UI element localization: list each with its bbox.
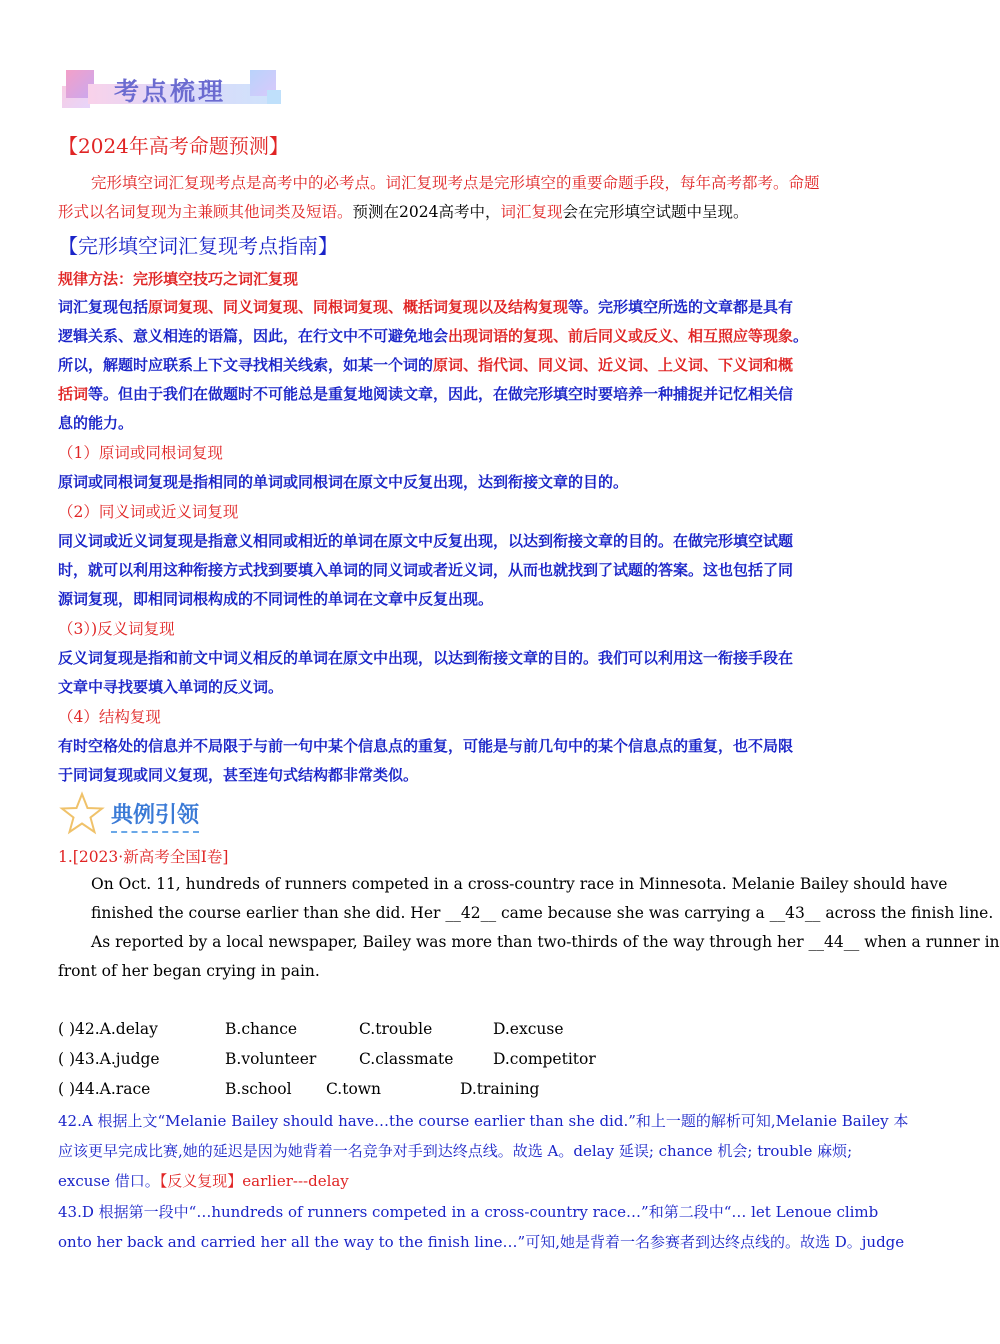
text: 所以，解题时应联系上下文寻找相关线索，如某一个词的 <box>58 356 434 374</box>
banner-title: 考点梳理 <box>114 77 227 106</box>
text: 词汇复现包括 <box>58 298 149 316</box>
method-line-1 <box>58 296 793 317</box>
text: 原词复现、同义词复现、同根词复现、概括词复现以及结构复现 <box>148 298 569 316</box>
blank-43: __43__ <box>769 904 821 922</box>
question-number: ( )44.A.race <box>58 1080 151 1098</box>
option-b: B.school <box>225 1080 292 1098</box>
method-title: 规律方法：完形填空技巧之词汇复现 <box>58 270 299 288</box>
question-number: ( )43.A.judge <box>58 1050 160 1068</box>
option-d: D.training <box>460 1080 540 1098</box>
item-text-3: 文章中寻找要填入单词的反义词。 <box>58 678 284 696</box>
item-text-4: 于同词复现或同义复现，甚至连句式结构都非常类似。 <box>58 766 419 784</box>
prediction-heading: 【2024年高考命题预测】 <box>58 134 289 158</box>
text: when a runner in <box>859 933 1000 951</box>
answer-43-line-1: 43.D 根据第一段中“…hundreds of runners competed in a cross-country race…”和第二段中“… let Lenoue climb <box>58 1203 879 1221</box>
answer-42-line-2: 应该更早完成比赛,她的延迟是因为她背着一名竞争对手到达终点线。故选 A。delay 延误; chance 机会; trouble 麻烦; <box>58 1142 853 1160</box>
prediction-text: 预测在2024高考中， <box>352 203 501 221</box>
text: 【反义复现】earlier---delay <box>159 1172 349 1190</box>
text: 。 <box>793 327 809 345</box>
method-line-4 <box>58 383 793 404</box>
text: As reported by a local newspaper, Bailey was more than two-thirds of the way through her <box>91 933 809 951</box>
prediction-line-1: 完形填空词汇复现考点是高考中的必考点。词汇复现考点是完形填空的重要命题手段，每年高考都考。命题 <box>91 174 820 192</box>
text: came because she was carrying a <box>496 904 770 922</box>
text: 逻辑关系、意义相连的语篇，因此，在行文中不可避免地会 <box>58 327 449 345</box>
text: 原词、指代词、同义词、近义词、上义词、下义词和概 <box>433 356 794 374</box>
blank-44: __44__ <box>808 933 860 951</box>
text: 等。完形填空所选的文章都是具有 <box>568 298 794 316</box>
guide-heading: 【完形填空词汇复现考点指南】 <box>58 234 338 258</box>
item-text-2: 时，就可以利用这种衔接方式找到要填入单词的同义词或者近义词，从而也就找到了试题的答案。这也包括了同 <box>58 561 794 579</box>
prediction-text: 词汇复现 <box>500 203 563 221</box>
text: across the finish line. <box>820 904 994 922</box>
passage-line-1: On Oct. 11, hundreds of runners competed in a cross-country race in Minnesota. Melanie Bailey should have <box>91 875 948 893</box>
method-line-5: 息的能力。 <box>58 414 134 432</box>
option-b: B.volunteer <box>225 1050 317 1068</box>
option-d: D.competitor <box>493 1050 596 1068</box>
prediction-line-2 <box>58 200 749 222</box>
passage-line-3 <box>91 933 1000 951</box>
option-b: B.chance <box>225 1020 298 1038</box>
text: 括词 <box>58 385 89 403</box>
option-c: C.trouble <box>359 1020 433 1038</box>
text: 等。但由于我们在做题时不可能总是重复地阅读文章，因此，在做完形填空时要培养一种捕捉并记忆相关信 <box>88 385 794 403</box>
text: finished the course earlier than she did. Her <box>91 904 446 922</box>
example-source: 1.[2023·新高考全国Ⅰ卷] <box>58 848 229 866</box>
star-icon <box>60 792 104 836</box>
blank-42: __42__ <box>445 904 497 922</box>
item-text-2: 同义词或近义词复现是指意义相同或相近的单词在原文中反复出现，以达到衔接文章的目的。在做完形填空试题 <box>58 532 794 550</box>
text: excuse 借口。 <box>58 1172 160 1190</box>
option-d: D.excuse <box>493 1020 564 1038</box>
examples-title: 典例引领 <box>111 798 199 833</box>
item-text-4: 有时空格处的信息并不局限于与前一句中某个信息点的重复，可能是与前几句中的某个信息点的重复，也不局限 <box>58 737 794 755</box>
item-text-3: 反义词复现是指和前文中词义相反的单词在原文中出现，以达到衔接文章的目的。我们可以利用这一衔接手段在 <box>58 649 794 667</box>
item-label-2: （2）同义词或近义词复现 <box>58 503 239 521</box>
item-text-2: 源词复现，即相同词根构成的不同词性的单词在文章中反复出现。 <box>58 590 494 608</box>
banner-decoration <box>267 90 281 104</box>
item-label-4: （4）结构复现 <box>58 708 161 726</box>
item-text-1: 原词或同根词复现是指相同的单词或同根词在原文中反复出现，达到衔接文章的目的。 <box>58 473 629 491</box>
prediction-text: 形式以名词复现为主兼顾其他词类及短语。 <box>58 203 353 221</box>
passage-line-2 <box>91 904 993 922</box>
text: 出现词语的复现、前后同义或反义、相互照应等现象 <box>448 327 794 345</box>
method-line-2 <box>58 325 808 346</box>
method-line-3 <box>58 354 793 375</box>
answer-43-line-2: onto her back and carried her all the way to the finish line…”可知,她是背着一名参赛者到达终点线的。故选 D。judge <box>58 1233 905 1251</box>
question-number: ( )42.A.delay <box>58 1020 158 1038</box>
option-c: C.classmate <box>359 1050 454 1068</box>
item-label-1: （1）原词或同根词复现 <box>58 444 223 462</box>
passage-line-4: front of her began crying in pain. <box>58 962 320 980</box>
answer-42-line-3 <box>58 1170 349 1191</box>
item-label-3: （3）)反义词复现 <box>58 620 175 638</box>
prediction-text: 会在完形填空试题中呈现。 <box>562 203 749 221</box>
section-banner <box>62 66 287 114</box>
option-c: C.town <box>326 1080 382 1098</box>
answer-42-line-1: 42.A 根据上文“Melanie Bailey should have…the course earlier than she did.”和上一题的解析可知,Melanie Bailey 本 <box>58 1112 909 1130</box>
